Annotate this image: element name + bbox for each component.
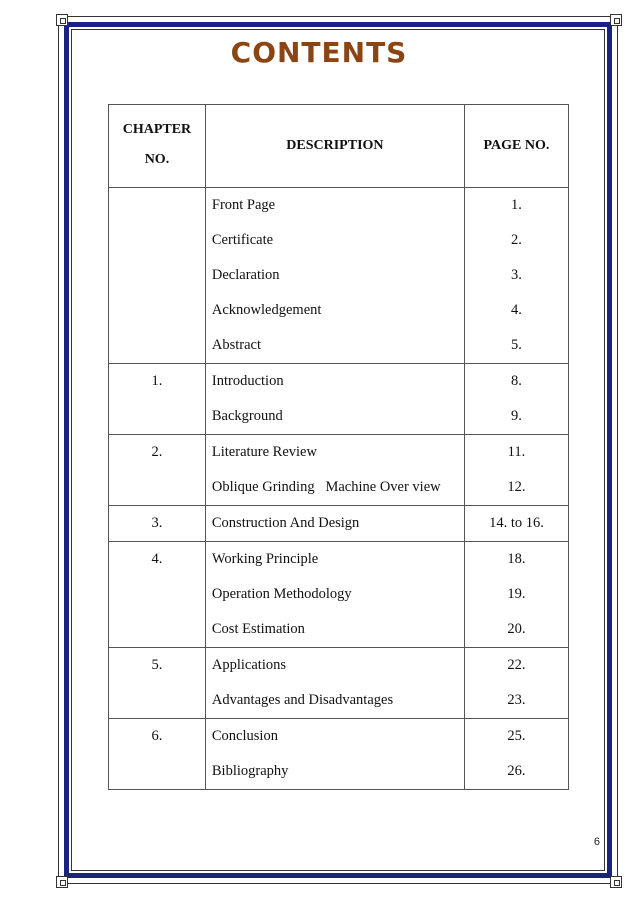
- border-corner: [610, 14, 622, 26]
- entry-page-number: 9.: [511, 408, 522, 424]
- entry-description: Acknowledgement: [211, 302, 322, 318]
- entry-description: Construction And Design: [211, 515, 360, 531]
- header-chapter-line2: NO.: [144, 152, 170, 167]
- entry-description: Conclusion: [211, 728, 278, 744]
- entry-page-number: 23.: [507, 692, 526, 708]
- entry-page-number: 18.: [507, 551, 526, 567]
- entry-page-number: 25.: [507, 728, 526, 744]
- table-row: [109, 506, 569, 542]
- chapter-number: 2.: [151, 444, 163, 460]
- chapter-cell: [109, 648, 206, 719]
- entry-page-number: 12.: [507, 479, 526, 495]
- chapter-cell: [109, 188, 206, 364]
- page-cell: [464, 542, 568, 648]
- table-row: [109, 542, 569, 648]
- chapter-number: [109, 188, 205, 223]
- entry-page-number: 26.: [507, 763, 526, 779]
- entry-description: Front Page: [211, 197, 276, 213]
- border-corner: [56, 14, 68, 26]
- entry-description: Oblique Grinding Machine Over view: [211, 479, 441, 495]
- chapter-number: 4.: [151, 551, 163, 567]
- description-cell: [205, 648, 464, 719]
- chapter-number: 6.: [151, 728, 163, 744]
- description-cell: [205, 542, 464, 648]
- contents-body: [109, 188, 569, 790]
- page-cell: [464, 648, 568, 719]
- header-description: DESCRIPTION: [205, 105, 464, 188]
- chapter-number: 1.: [151, 373, 163, 389]
- entry-description: Certificate: [211, 232, 274, 248]
- description-cell: [205, 719, 464, 790]
- entry-description: Advantages and Disadvantages: [211, 692, 394, 708]
- entry-page-number: 2.: [511, 232, 522, 248]
- entry-page-number: 19.: [507, 586, 526, 602]
- entry-page-number: 11.: [507, 444, 526, 460]
- entry-page-number: 14. to 16.: [489, 515, 544, 531]
- header-chapter: [109, 105, 206, 188]
- entry-description: Introduction: [211, 373, 284, 389]
- entry-page-number: 3.: [511, 267, 522, 283]
- entry-page-number: 8.: [511, 373, 522, 389]
- entry-description: Abstract: [211, 337, 262, 353]
- entry-description: Working Principle: [211, 551, 319, 567]
- chapter-cell: [109, 542, 206, 648]
- page-cell: [464, 364, 568, 435]
- table-row: [109, 435, 569, 506]
- chapter-cell: [109, 506, 206, 542]
- border-corner: [56, 876, 68, 888]
- entry-description: Background: [211, 408, 283, 424]
- entry-page-number: 5.: [511, 337, 522, 353]
- table-row: [109, 719, 569, 790]
- page-cell: [464, 435, 568, 506]
- description-cell: [205, 188, 464, 364]
- entry-description: Literature Review: [211, 444, 317, 460]
- entry-description: Cost Estimation: [211, 621, 305, 637]
- chapter-cell: [109, 364, 206, 435]
- page-cell: [464, 719, 568, 790]
- chapter-cell: [109, 435, 206, 506]
- table-row: [109, 364, 569, 435]
- entry-description: Operation Methodology: [211, 586, 352, 602]
- contents-table: [108, 104, 569, 790]
- table-row: [109, 648, 569, 719]
- entry-description: Declaration: [211, 267, 280, 283]
- chapter-cell: [109, 719, 206, 790]
- description-cell: [205, 364, 464, 435]
- page-title: CONTENTS: [230, 36, 408, 69]
- entry-page-number: 22.: [507, 657, 526, 673]
- description-cell: [205, 506, 464, 542]
- description-cell: [205, 435, 464, 506]
- page-cell: [464, 506, 568, 542]
- entry-description: Bibliography: [211, 763, 289, 779]
- entry-page-number: 20.: [507, 621, 526, 637]
- chapter-number: 3.: [151, 515, 163, 531]
- entry-page-number: 1.: [511, 197, 522, 213]
- entry-description: Applications: [211, 657, 286, 673]
- chapter-number: 5.: [151, 657, 163, 673]
- page-cell: [464, 188, 568, 364]
- table-header-row: [109, 105, 569, 188]
- header-page-no: PAGE NO.: [464, 105, 568, 188]
- table-row: [109, 188, 569, 364]
- border-corner: [610, 876, 622, 888]
- header-chapter-line1: CHAPTER: [122, 122, 192, 137]
- entry-page-number: 4.: [511, 302, 522, 318]
- page-number: 6: [593, 836, 600, 848]
